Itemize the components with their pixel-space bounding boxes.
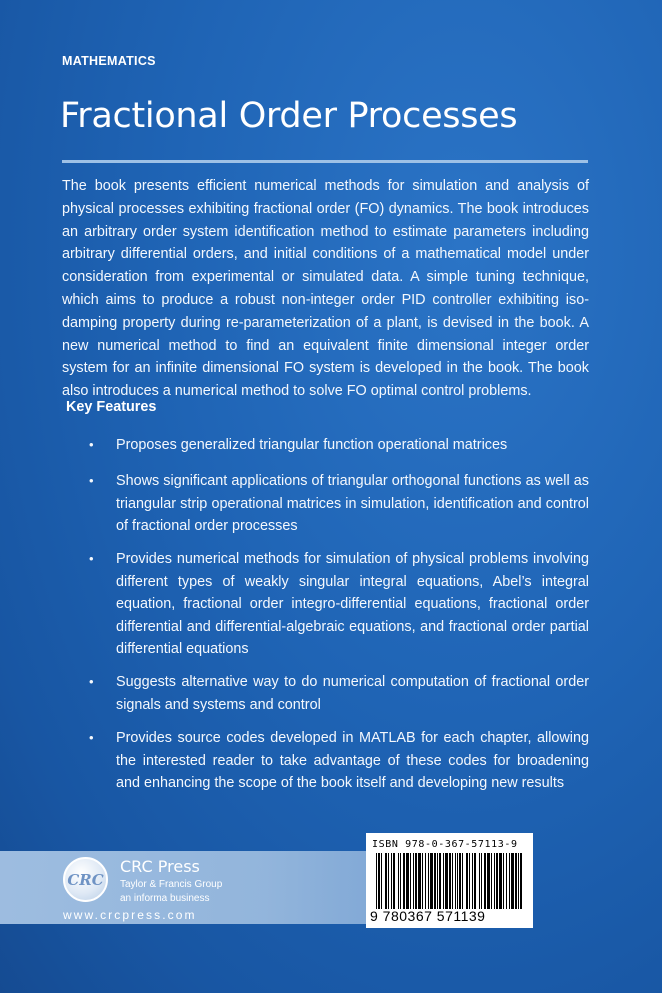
- crc-logo-icon: [63, 857, 108, 902]
- barcode-icon: [376, 853, 523, 909]
- feature-text: Provides source codes developed in MATLAB for each chapter, allowing the interested reader to take advantage of these codes for broadening and enhancing the scope of the book itself and developing new results: [116, 730, 589, 792]
- publisher-group: Taylor & Francis Group: [120, 879, 223, 890]
- bullet-icon: •: [89, 437, 94, 452]
- barcode-digits: 9 780367 571139: [370, 908, 486, 924]
- bullet-icon: •: [89, 473, 94, 488]
- publisher-url: www.crcpress.com: [63, 908, 197, 922]
- feature-text: Proposes generalized triangular function operational matrices: [116, 437, 508, 453]
- feature-item: [89, 671, 589, 716]
- bullet-icon: •: [89, 551, 94, 566]
- feature-text: Suggests alternative way to do numerical computation of fractional order signals and systems and control: [116, 674, 589, 713]
- key-features-heading: Key Features: [66, 399, 157, 415]
- feature-item: [89, 727, 589, 795]
- logo-text: CRC: [67, 870, 104, 889]
- barcode-panel: [366, 833, 533, 928]
- title-divider: [62, 160, 588, 163]
- book-description: The book presents efficient numerical methods for simulation and analysis of physical processes exhibiting fractional order (FO) dynamics. The book introduces an arbitrary order system identification method to estimate parameters including arbitrary differential orders, and initial conditions of a mathematical model under consideration from experimental or simulated data. A simple tuning technique, which aims to produce a robust non-integer order PID controller exhibiting iso-damping property during re-parameterization of a plant, is devised in the book. A new numerical method to find an equivalent finite dimensional integer order system for an infinite dimensional FO system is developed in the book. The book also introduces a numerical method to solve FO optimal control problems.: [62, 178, 589, 400]
- publisher-name: CRC Press: [120, 857, 200, 876]
- feature-item: [89, 434, 589, 457]
- feature-text: Provides numerical methods for simulation of physical problems involving different types of weakly singular integral equations, Abel’s integral equation, fractional order integro-differential equations, fractional order differential and differential-algebraic equations, and fractional order partial differential equations: [116, 551, 589, 658]
- isbn-label: ISBN 978-0-367-57113-9: [372, 839, 518, 850]
- feature-item: [89, 548, 589, 661]
- book-title: Fractional Order Processes: [60, 96, 518, 136]
- feature-item: [89, 470, 589, 538]
- bullet-icon: •: [89, 730, 94, 745]
- publisher-tagline: an informa business: [120, 893, 210, 904]
- category-label: MATHEMATICS: [62, 54, 156, 68]
- bullet-icon: •: [89, 674, 94, 689]
- feature-text: Shows significant applications of triangular orthogonal functions as well as triangular strip operational matrices in simulation, identification and control of fractional order processes: [116, 473, 589, 535]
